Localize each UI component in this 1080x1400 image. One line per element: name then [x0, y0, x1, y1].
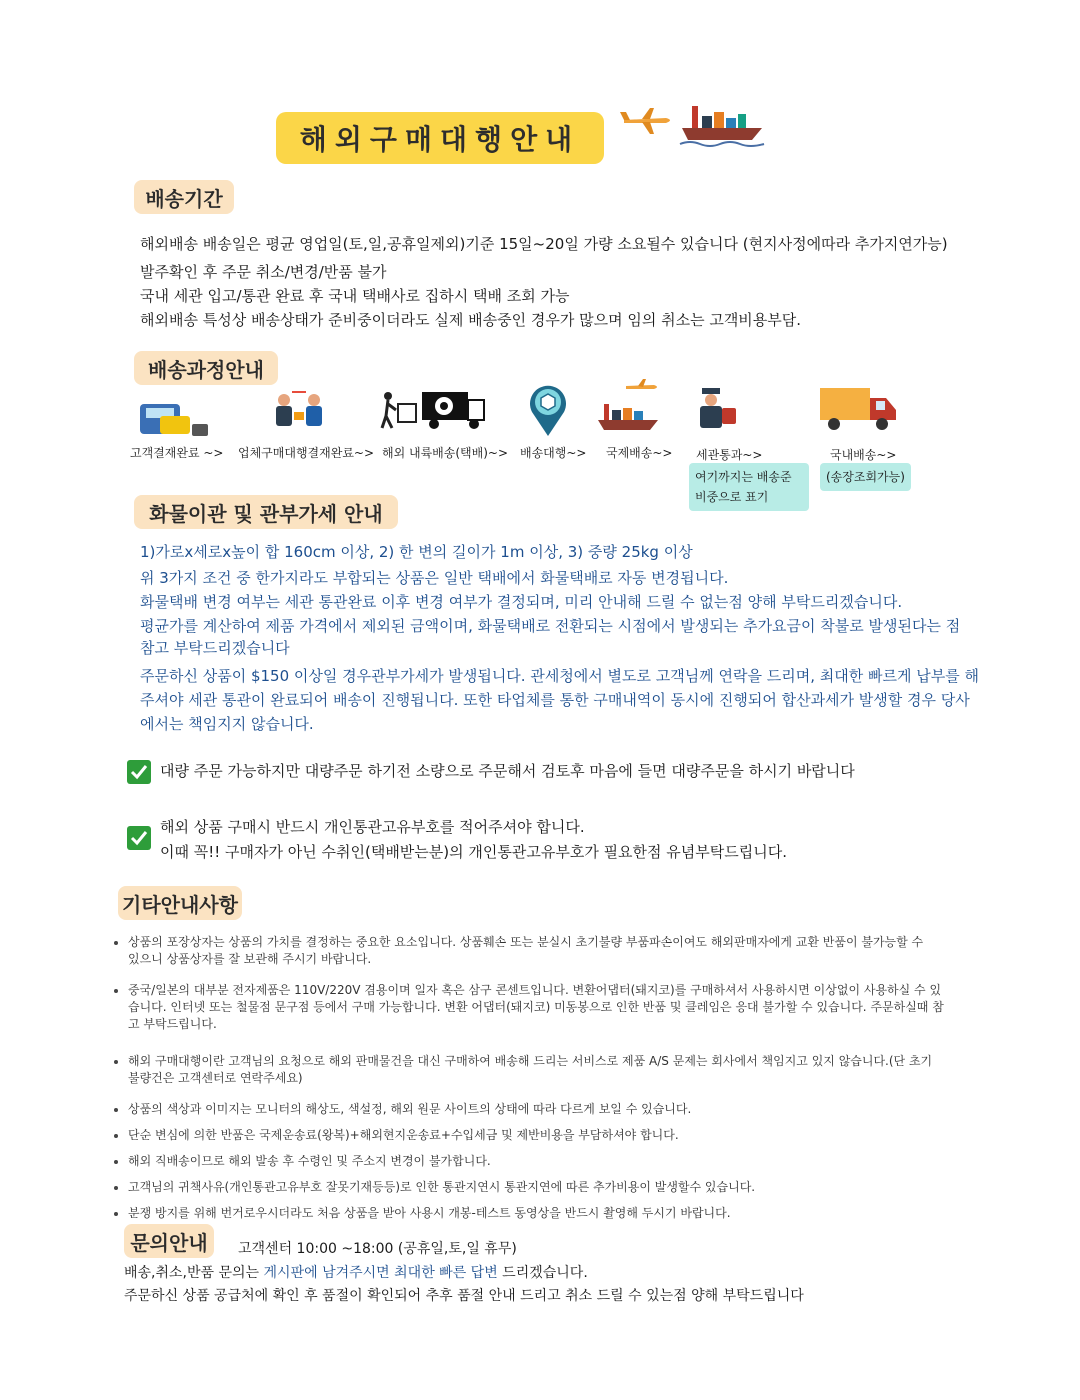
step-forwarding: 배송대행~> — [520, 446, 587, 460]
bullet-icon — [114, 941, 118, 945]
contact-line-1c: 드리겠습니다. — [497, 1265, 588, 1281]
note-tracking: (송장조회가능) — [820, 463, 911, 491]
etc-item-line: 해외 직배송이므로 해외 발송 후 수령인 및 주소지 변경이 불가합니다. — [128, 1154, 491, 1168]
agent-exchange-icon — [270, 386, 328, 434]
etc-item-text — [128, 1053, 976, 1087]
bullet-icon — [114, 1186, 118, 1190]
page-title: 해외구매대행안내 — [276, 112, 604, 164]
etc-item-line: 분쟁 방지를 위해 번거로우시더라도 처음 상품을 받아 사용시 개봉-테스트 동영상을 반드시 촬영해 두시기 바랍니다. — [128, 1206, 731, 1220]
location-pin-icon — [526, 382, 570, 438]
customs-code-note-2: 이때 꼭!! 구매자가 아닌 수취인(택배받는분)의 개인통관고유부호가 필요한점 유념부탁드립니다. — [160, 843, 787, 861]
customs-code-note-1: 해외 상품 구매시 반드시 개인통관고유부호를 적어주셔야 합니다. — [160, 818, 585, 836]
shipping-line-4: 해외배송 특성상 배송상태가 준비중이더라도 실제 배송중인 경우가 많으며 임의 취소는 고객비용부담. — [140, 311, 802, 329]
freight-line-2: 위 3가지 조건 중 한가지라도 부합되는 상품은 일반 택배에서 화물택배로 자동 변경됩니다. — [140, 569, 729, 587]
step-customer-payment: 고객결재완료 ~> — [130, 446, 224, 460]
delivery-truck-icon — [380, 388, 490, 432]
bullet-icon — [114, 1212, 118, 1216]
etc-item-text — [128, 982, 976, 1033]
bullet-icon — [114, 989, 118, 993]
freight-line-3: 화물택배 변경 여부는 세관 통관완료 이후 변경 여부가 결정되며, 미리 안내해 드릴 수 없는점 양해 부탁드리겠습니다. — [140, 593, 903, 611]
heading-process: 배송과정안내 — [134, 351, 278, 385]
cargo-ship-icon — [596, 378, 662, 436]
contact-line-1 — [124, 1262, 588, 1282]
shipping-line-2: 발주확인 후 주문 취소/변경/반품 불가 — [140, 263, 387, 281]
contact-line-1a: 배송,취소,반품 문의는 — [124, 1265, 264, 1281]
bullet-icon — [114, 1108, 118, 1112]
etc-item-text — [128, 1127, 976, 1144]
etc-item-text — [128, 1205, 976, 1222]
freight-line-1: 1)가로x세로x높이 합 160cm 이상, 2) 한 변의 길이가 1m 이상, 3) 중량 25kg 이상 — [140, 543, 693, 561]
contact-board-highlight: 게시판에 남겨주시면 최대한 빠른 답변 — [263, 1265, 498, 1281]
etc-item-line: 있으니 상품상자를 잘 보관해 주시기 바랍니다. — [128, 952, 372, 966]
bullet-icon — [114, 1160, 118, 1164]
etc-item-line: 고 부탁드립니다. — [128, 1017, 217, 1031]
shipping-line-3: 국내 세관 입고/통관 완료 후 국내 택배사로 집하시 택배 조회 가능 — [140, 287, 570, 305]
step-domestic: 국내배송~> — [830, 448, 897, 462]
bullet-icon — [114, 1060, 118, 1064]
etc-item-line: 상품의 포장상자는 상품의 가치를 결정하는 중요한 요소입니다. 상품훼손 또는 분실시 초기불량 부품파손이여도 해외판매자에게 교환 반품이 불가능할 수 — [128, 935, 924, 949]
note-preparing: 여기까지는 배송준비중으로 표기 — [689, 463, 809, 511]
heading-contact: 문의안내 — [124, 1224, 214, 1258]
bulk-order-note: 대량 주문 가능하지만 대량주문 하기전 소량으로 주문해서 검토후 마음에 들면 대량주문을 하시기 바랍니다 — [160, 762, 855, 780]
etc-item-line: 해외 구매대행이란 고객님의 요청으로 해외 판매물건을 대신 구매하여 배송해 드리는 서비스로 제품 A/S 문제는 회사에서 책임지고 있지 않습니다.(단 초기 — [128, 1054, 933, 1068]
freight-line-7: 주셔야 세관 통관이 완료되어 배송이 진행됩니다. 또한 타업체를 통한 구매내역이 동시에 진행되어 합산과세가 발생할 경우 당사 — [140, 691, 970, 709]
etc-item-line: 습니다. 인터넷 또는 철물점 문구점 등에서 구매 가능합니다. 변환 어댑터(돼지코) 미동봉으로 인한 반품 및 클레임은 응대 불가할 수 있습니다. 주문하실때 참 — [128, 1000, 944, 1014]
etc-item-line: 고객님의 귀책사유(개인통관고유부호 잘못기재등등)로 인한 통관지연시 통관지연에 따른 추가비용이 발생할수 있습니다. — [128, 1180, 756, 1194]
etc-item-text — [128, 1179, 976, 1196]
ship-icon — [678, 98, 766, 148]
airplane-icon — [620, 106, 674, 136]
heading-shipping-period: 배송기간 — [134, 180, 234, 214]
etc-item-line: 상품의 색상과 이미지는 모니터의 해상도, 색설정, 해외 원문 사이트의 상태에 따라 다르게 보일 수 있습니다. — [128, 1102, 692, 1116]
freight-line-8: 에서는 책임지지 않습니다. — [140, 715, 314, 733]
step-overseas-domestic: 해외 내륙배송(택배)~> — [382, 446, 509, 460]
freight-line-5: 참고 부탁드리겠습니다 — [140, 639, 290, 657]
bullet-icon — [114, 1134, 118, 1138]
contact-hours: 고객센터 10:00 ~18:00 (공휴일,토,일 휴무) — [238, 1241, 517, 1257]
checkmark-icon — [127, 826, 151, 850]
shipping-line-1: 해외배송 배송일은 평균 영업일(토,일,공휴일제외)기준 15일~20일 가량 소요될수 있습니다 (현지사정에따라 추가지연가능) — [140, 235, 948, 253]
step-international: 국제배송~> — [606, 446, 673, 460]
etc-item-text — [128, 1101, 976, 1118]
freight-line-6: 주문하신 상품이 $150 이상일 경우관부가세가 발생됩니다. 관세청에서 별도로 고객님께 연락을 드리며, 최대한 빠르게 납부를 해 — [140, 667, 979, 685]
step-agency-payment: 업체구매대행결재완료~> — [238, 446, 375, 460]
delivery-van-icon — [818, 384, 898, 432]
etc-item-line: 중국/일본의 대부분 전자제품은 110V/220V 겸용이며 일자 혹은 삼구 콘센트입니다. 변환어댑터(돼지코)를 구매하셔서 사용하시면 이상없이 사용하실 수 있 — [128, 983, 942, 997]
heading-etc: 기타안내사항 — [118, 886, 242, 920]
contact-line-2: 주문하신 상품 공급처에 확인 후 품절이 확인되어 추후 품절 안내 드리고 취소 드릴 수 있는점 양해 부탁드립니다 — [124, 1288, 804, 1304]
etc-item-text — [128, 1153, 976, 1170]
card-terminal-icon — [136, 396, 216, 440]
etc-item-line: 단순 변심에 의한 반품은 국제운송료(왕복)+해외현지운송료+수입세금 및 제반비용을 부담하셔야 합니다. — [128, 1128, 679, 1142]
heading-freight: 화물이관 및 관부가세 안내 — [134, 495, 398, 529]
etc-item-text — [128, 934, 976, 968]
step-customs: 세관통과~> — [696, 448, 763, 462]
freight-line-4: 평균가를 계산하여 제품 가격에서 제외된 금액이며, 화물택배로 전환되는 시점에서 발생되는 추가요금이 착불로 발생된다는 점 — [140, 617, 961, 635]
etc-item-line: 불량건은 고객센터로 연락주세요) — [128, 1071, 303, 1085]
customs-officer-icon — [694, 384, 740, 432]
checkmark-icon — [127, 760, 151, 784]
